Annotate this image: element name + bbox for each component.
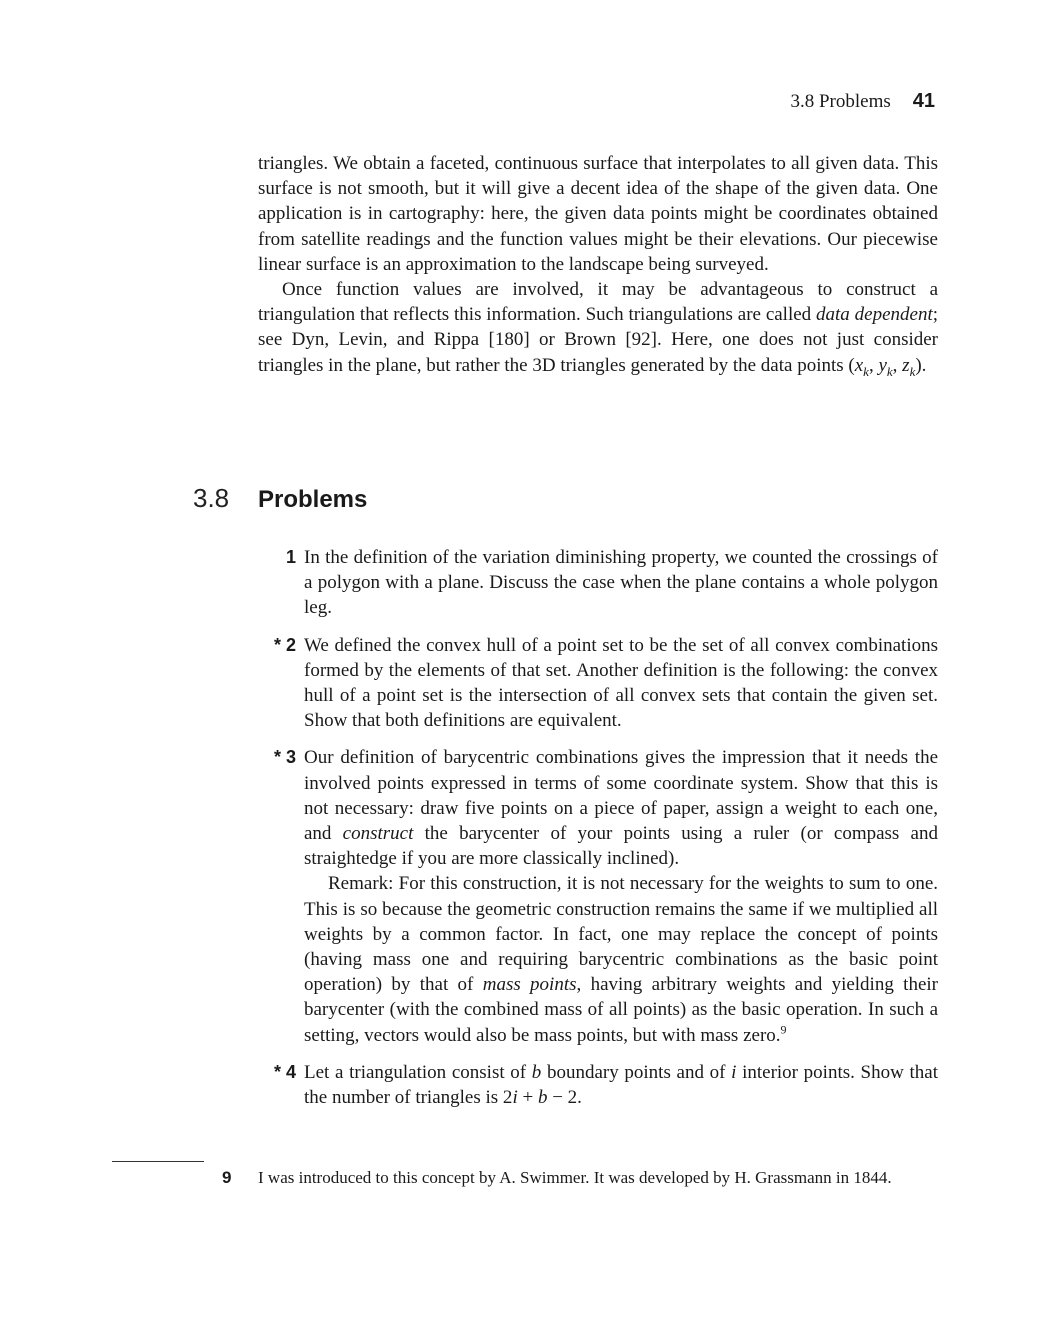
problem-text: In the definition of the variation diminishing property, we counted the crossings of a polygon with a plane. Discuss the case when the plane contains a whole polygon leg. [304, 547, 938, 619]
var-i: i [731, 1061, 737, 1083]
problem-3-text-a: Our definition of barycentric combinations gives the impression that it needs the involved points expressed in terms of some coordinate system. Show that this is not necessary: draw five points on a piece of paper, assign a weight to each one, and [304, 747, 938, 845]
formula-b: b [537, 1087, 548, 1109]
intro-p2-emphasis: data dependent [816, 304, 933, 326]
problem-3-remark [304, 871, 938, 1047]
var-x: x [854, 354, 864, 376]
running-head-section: 3.8 Problems [790, 91, 891, 112]
running-head [790, 90, 935, 113]
problem-label: * 2 [273, 634, 296, 655]
var-y: y [878, 354, 887, 376]
problem-4-text-c: interior points. Show that the number of triangles is 2 [304, 1061, 938, 1109]
remark-emphasis: mass points [482, 974, 577, 996]
problem-list [258, 545, 938, 1122]
section-heading [193, 483, 367, 514]
remark-text-a: Remark: For this construction, it is not necessary for the weights to sum to one. This is so because the geometric construction remains the same if we multiplied all weights by a common factor. In fact, one may replace the concept of points (having mass one and requiring barycentric combinations as the basic point operation) by that of [304, 873, 938, 996]
page-number: 41 [912, 90, 935, 112]
footnote-number: 9 [222, 1168, 232, 1187]
problem-4-text-b: boundary points and of [541, 1061, 732, 1083]
problem-label: 1 [285, 547, 296, 567]
formula-minus-two: − 2. [547, 1087, 582, 1109]
intro-paragraph-1: triangles. We obtain a faceted, continuous surface that interpolates to all given data. This surface is not smooth, but it will give a decent idea of the shape of the given data. One application is in cartography: here, the given data points might be coordinates obtained from satellite readings and the function values might be their elevations. Our piecewise linear surface is an approximation to the landscape being surveyed. [258, 153, 938, 275]
problem-text [304, 1060, 938, 1110]
footnote-text: I was introduced to this concept by A. Swimmer. It was developed by H. Grassmann in 1844. [258, 1168, 892, 1187]
footnote-rule [112, 1161, 204, 1162]
problem-3-emphasis: construct [342, 823, 414, 845]
remark-text-b: , having arbitrary weights and yielding their barycenter (with the combined mass of all points) as the basic operation. In such a setting, vectors would also be mass points, but with mass zero. [304, 974, 938, 1046]
problem-4-text-a: Let a triangulation consist of [304, 1061, 532, 1083]
var-b: b [531, 1061, 542, 1083]
intro-paragraph-2: Once function values are involved, it may be advantageous to construct a triangulation that reflects this information. Such triangulations are called data dependent; see Dyn, Levin, and Rippa [180] or Brown [92]. Here, one does not just consider triangles in the plane, but rather the 3D triangles generated by the data points ($x_k$, $y_k$, $z_k$). [258, 279, 938, 379]
section-number: 3.8 [193, 483, 230, 513]
problem-3 [258, 745, 938, 1047]
formula-plus: + [517, 1087, 538, 1109]
problem-2 [258, 633, 938, 734]
intro-p2-text-c: ). [915, 354, 927, 376]
problem-3-text-b: the barycenter of your points using a ruler (or compass and straightedge if you are more classically inclined). [304, 823, 938, 870]
problem-label: * 3 [273, 747, 296, 768]
footnote-marker: 9 [780, 1022, 787, 1037]
problem-1 [258, 545, 938, 621]
footnote [222, 1166, 938, 1189]
intro-p2-text-a: Once function values are involved, it may be advantageous to construct a triangulation that reflects this information. Such triangulations are called [258, 279, 938, 326]
var-z: z [902, 354, 910, 376]
sub-k-1: k [863, 363, 869, 379]
sub-k-2: k [886, 363, 893, 379]
problem-text: We defined the convex hull of a point set to be the set of all convex combinations formed by the elements of that set. Another definition is the following: the convex hull of a point set is the intersection of all convex sets that contain the given set. Show that both definitions are equivalent. [304, 634, 938, 732]
problem-text [304, 745, 938, 871]
sub-k-3: k [909, 363, 916, 379]
intro-p2-text-b: ; see Dyn, Levin, and Rippa [180] or Brown [92]. Here, one does not just consider triangles in the plane, but rather the 3D triangles generated by the data points ( [258, 304, 938, 376]
intro-text [258, 151, 938, 378]
formula-i: i [512, 1087, 518, 1109]
section-title: Problems [258, 486, 368, 513]
problem-4 [258, 1060, 938, 1110]
problem-label: * 4 [273, 1061, 296, 1082]
